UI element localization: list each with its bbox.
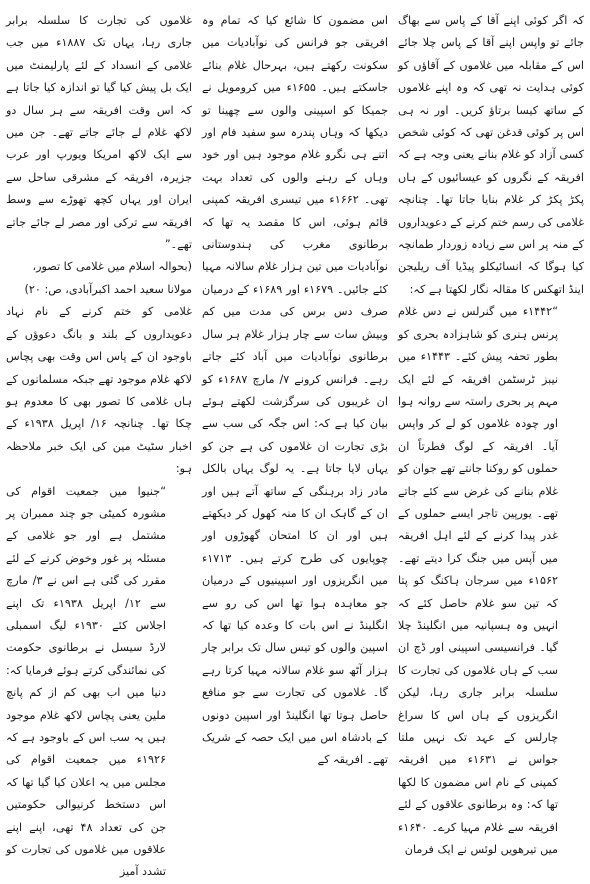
text-column-right [398, 10, 584, 857]
paragraph: غلاموں کی تجارت کا سلسلہ برابر جاری رہا، یہاں تک ۱۸۸۷ء میں جب غلامی کے انسداد کے لئے پارلیمنٹ میں ایک بل پیش کیا گیا تو اندازہ کیا جاتا ہے کہ اس وقت افریقہ سے ہر سال دو لاکھ غلام لے جائے جاتے تھے۔ جن میں سے ایک لاکھ امریکا ویورپ اور عرب جزیرہ، افریقہ کے مشرقی ساحل سے ایران اور یہاں کچھ تھوڑے سے وسط افریقہ سے ترکی اور مصر لے جائے جاتے تھے۔” [6, 14, 192, 252]
reference-citation: (بحوالہ اسلام میں غلامی کا تصور، مولانا سعید احمد اکبرآبادی، ص: ۲۰) [24, 260, 192, 296]
quotation: “جنیوا میں جمعیت اقوام کی مشورہ کمیٹی جو چند ممبران پر مشتمل ہے اور جو غلامی کے مسئلہ پر غور وخوض کرنے کے لئے مقرر کی گئی ہے اس نے ۳/ مارچ سے ۱۲/ اپریل ۱۹۳۸ء تک اپنے اجلاس کئے ۱۹۳۰ء لیگ اسمبلی لارڈ سیسل نے برطانوی حکومت کی نمائندگی کرتے ہوئے فرمایا کہ: دنیا میں اب بھی کم از کم پانچ ملین یعنی پچاس لاکھ غلام موجود ہیں یہ سب اس کے باوجود ہے کہ ۱۹۲۶ء میں جمعیت اقوام کی مجلس میں یہ اعلان کیا گیا تھا کہ اس دستخط کرنیوالی حکومتیں جن کی تعداد ۴۸ تھی، اپنے اپنے علاقوں میں غلاموں کی تجارت کو تشدد آمیز [6, 484, 166, 879]
paragraph: غلامی کو ختم کرنے کے نام نہاد دعویداروں کے بلند و بانگ دعوؤں کے باوجود ان کے پاس اس وقت بھی پچاس لاکھ غلام موجود تھے جبکہ مسلمانوں کے ہاں غلامی کا تصور بھی کا معدوم ہو چکا تھا۔ چنانچہ ۱۶/ اپریل ۱۹۳۸ء کے اخبار سٹیٹ مین کی ایک خبر ملاحظہ ہو: [6, 305, 192, 476]
paragraph: اس مضمون کا شائع کیا کہ تمام وہ افریقی جو فرانس کی نوآبادیات میں سکونت رکھتے ہیں، بہرحال غلام بنائے جاسکتے ہیں۔ ۱۶۵۵ء میں کرومویل نے جمیکا کو اسپینی والوں سے چھینا تو دیکھا کہ وہاں پندرہ سو سفید فام اور اتنے ہی نگرو غلام موجود ہیں اور خود وہاں کے رہنے والوں کی تعداد بہت تھی۔ ۱۶۶۲ء میں تیسری افریقہ کمپنی قائم ہوئی، اس کا مقصد یہ تھا کہ برطانوی مغرب کی ہندوستانی نوآبادیات میں تین ہزار غلام سالانہ مہیا کئے جائیں۔ ۱۶۷۹ء اور ۱۶۸۹ء کے درمیان صرف دس برس کی مدت میں کم وبیش سات سے چار ہزار غلام ہر سال برطانوی نوآبادیات میں آباد کئے جاتے رہے۔ فرانس کرونے ۷/ مارچ ۱۶۸۷ء کو ان غریبوں کی سرگزشت لکھتے ہوئے بیان کیا ہے کہ: اس جگہ کی سب سے بڑی تجارت ان غلاموں کی ہے جن کو یہاں لایا جاتا ہے۔ یہ لوگ یہاں بالکل مادر زاد برہنگی کے ساتھ آتے ہیں اور ان کے گاہک ان کا منہ کھول کر دیکھتے ہیں اور ان کا امتحان گھوڑوں اور چوپایوں کی طرح کرتے ہیں۔ ۱۷۱۳ء میں انگریزوں اور اسپینیوں کے درمیان جو معاہدہ ہوا تھا اس کی رو سے انگلینڈ نے اس بات کا وعدہ کیا تھا کہ اسپین والوں کو تیس سال تک برابر چار ہزار آٹھ سو غلام سالانہ مہیا کرتا رہے گا۔ غلاموں کی تجارت سے جو منافع حاصل ہوتا تھا انگلینڈ اور اسپین دونوں کے بادشاہ اس میں ایک حصہ کے شریک تھے۔ افریقہ کے [202, 14, 388, 767]
text-column-middle [202, 10, 388, 767]
paragraph: کہ اگر کوئی اپنے آقا کے پاس سے بھاگ جائے تو واپس اپنے آقا کے پاس چلا جائے اس کے مقابلہ میں غلاموں کے آقاؤں کو کوئی ہدایت نہ تھی کہ وہ اپنے غلاموں کے ساتھ کیسا برتاؤ کریں۔ اور نہ ہی اس پر کوئی قدغن تھی کہ کوئی شخص کسی آزاد کو غلام بنانے یعنی وجہ ہے کہ افریقہ کے نگروں کو عیسائیوں کے ہاں پکڑ پکڑ کر غلام بنایا جاتا تھا۔ چنانچہ غلامی کی رسم ختم کرنے کے دعویداروں کے منہ پر اس سے زیادہ زوردار طمانچہ کیا ہوگا کہ انسائیکلو پیڈیا آف ریلیجن اینڈ اتھکس کا مقالہ نگار لکھتا ہے کہ: [398, 14, 584, 296]
quotation: “۱۴۴۲ء میں گنرلس نے دس غلام پرنس ہنری کو شاہزادہ بحری کو بطور تحفہ پیش کئے۔ ۱۴۴۳ء میں نیبز ٹرسٹمن افریقہ کے لئے ایک مہم پر بحری راستہ سے روانہ ہوا اور چودہ غلاموں کو لے کر واپس آیا۔ افریقہ کے لوگ فطرتاً ان حملوں کو روکنا جانتے تھے جوان کو غلام بنانے کی غرض سے کئے جاتے تھے۔ یورپین تاجر ایسے حملوں کے غدر پیدا کرنے کے لئے اہل افریقہ میں آپس میں جنگ کرا دیتے تھے۔ ۱۵۶۲ء میں سرجان ہاکنگ کو پتا کہ تین سو غلام حاصل کئے کہ انہیں وہ ہسپانیہ میں انگلینڈ چلا گیا۔ فرانسیسی اسپینی اور ڈچ ان سب کے ہاں غلاموں کی تجارت کا سلسلہ برابر جاری رہا، لیکن انگریزوں کے ہاں اس کا سراغ چارلس کے عہد تک نہیں ملتا جواس نے ۱۶۳۱ء میں افریقہ کمپنی کے نام اس مضمون کا لکھا تھا کہ: وہ برطانوی علاقوں کے لئے افریقہ سے غلام مہیا کرے۔ ۱۶۴۰ء میں تیرھویں لوئس نے ایک فرمان [398, 305, 559, 857]
text-column-left [6, 10, 192, 879]
